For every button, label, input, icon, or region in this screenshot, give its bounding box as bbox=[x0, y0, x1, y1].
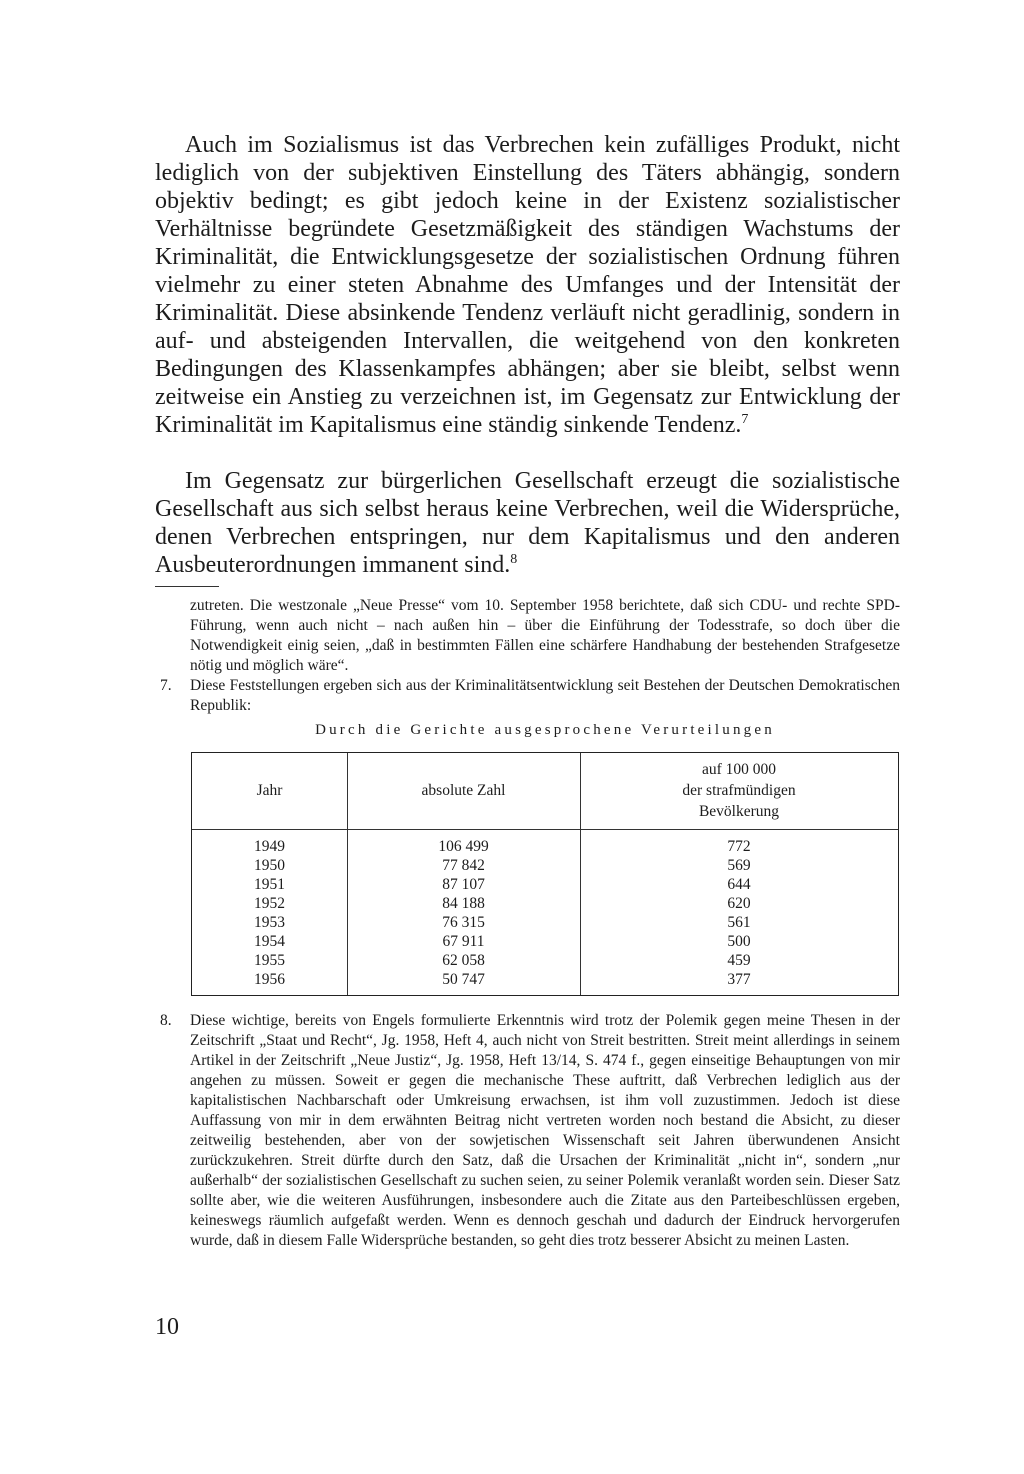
footnote-divider bbox=[155, 586, 219, 587]
table-cell-year: 1949 bbox=[254, 838, 285, 855]
table-cell-absolute: 87 107 bbox=[442, 876, 485, 893]
table-cell-year: 1952 bbox=[254, 895, 285, 912]
header-per-100000-line3: Bevölkerung bbox=[698, 803, 780, 820]
footnote-ref-8: 8 bbox=[510, 552, 518, 567]
footnote-ref-7: 7 bbox=[741, 412, 749, 427]
table-cell-per-100000: 644 bbox=[727, 876, 751, 893]
convictions-table bbox=[191, 752, 899, 996]
table-cell-year: 1954 bbox=[254, 933, 285, 950]
table-cell-per-100000: 620 bbox=[727, 895, 751, 912]
footnote-7-text: Diese Feststellungen ergeben sich aus der Kriminalitätsentwicklung seit Bestehen der Deutschen Demokratischen Republik: bbox=[190, 677, 900, 714]
header-divider bbox=[192, 829, 898, 830]
column-absolute bbox=[347, 837, 580, 989]
table-cell-per-100000: 561 bbox=[727, 914, 751, 931]
table-cell-per-100000: 500 bbox=[727, 933, 751, 950]
table-cell-per-100000: 459 bbox=[727, 952, 751, 969]
table-cell-absolute: 50 747 bbox=[442, 971, 485, 988]
header-per-100000-line2: der strafmündigen bbox=[682, 782, 796, 799]
table-cell-absolute: 67 911 bbox=[442, 933, 485, 950]
header-per-100000-line1: auf 100 000 bbox=[701, 761, 777, 778]
table-title: Durch die Gerichte ausgesprochene Verurteilungen bbox=[315, 722, 775, 738]
table-cell-per-100000: 569 bbox=[727, 857, 751, 874]
table-cell-year: 1951 bbox=[254, 876, 285, 893]
table-cell-year: 1956 bbox=[254, 971, 285, 988]
header-per-100000 bbox=[580, 759, 898, 822]
footnote-continuation: zutreten. Die westzonale „Neue Presse“ vom 10. September 1958 berichtete, daß sich CDU- und rechte SPD-Führung, wenn auch nicht – nach außen hin – über die Einführung der Todesstrafe, so doch über die Notwendigkeit einig seien, „daß in bestimmten Fällen eine schärfere Handhabung der bestehenden Strafgesetze nötig und möglich wäre“. bbox=[190, 597, 900, 674]
body-paragraph-1: Auch im Sozialismus ist das Verbrechen kein zufälliges Produkt, nicht lediglich von der subjektiven Einstellung des Täters abhängig, sondern objektiv bedingt; es gibt jedoch keine in der Existenz sozialistischer Verhältnisse begründete Gesetzmäßigkeit des ständigen Wachstums der Kriminalität, die Entwicklungsgesetze der sozialistischen Ordnung führen vielmehr zu einer steten Abnahme des Umfanges und der Intensität der Kriminalität. Diese absinkende Tendenz verläuft nicht geradlinig, sondern in auf- und absteigenden Intervallen, die weitgehend von den konkreten Bedingungen des Klassenkampfes abhängen; aber sie bleibt, selbst wenn zeitweise ein Anstieg zu verzeichnen ist, im Gegensatz zur Entwicklung der Kriminalität im Kapitalismus eine ständig sinkende Tendenz.$^7$ bbox=[155, 132, 900, 438]
header-year: Jahr bbox=[256, 782, 283, 799]
table-cell-year: 1950 bbox=[254, 857, 285, 874]
table-cell-absolute: 76 315 bbox=[442, 914, 485, 931]
table-cell-year: 1953 bbox=[254, 914, 285, 931]
column-years bbox=[192, 837, 347, 989]
table-cell-per-100000: 772 bbox=[727, 838, 751, 855]
table-cell-absolute: 62 058 bbox=[442, 952, 485, 969]
table-cell-per-100000: 377 bbox=[727, 971, 751, 988]
footnote-8-number: 8. bbox=[160, 1012, 172, 1029]
table-cell-absolute: 84 188 bbox=[442, 895, 485, 912]
body-paragraph-2: Im Gegensatz zur bürgerlichen Gesellschaft erzeugt die sozialistische Gesellschaft aus sich selbst heraus keine Verbrechen, weil die Widersprüche, denen Verbrechen entspringen, nur dem Kapitalismus und den anderen Ausbeuterordnungen immanent sind.$^8$ bbox=[155, 468, 900, 578]
table-cell-absolute: 77 842 bbox=[442, 857, 485, 874]
header-absolute: absolute Zahl bbox=[421, 782, 506, 799]
table-cell-year: 1955 bbox=[254, 952, 285, 969]
footnote-7-number: 7. bbox=[160, 677, 172, 694]
table-cell-absolute: 106 499 bbox=[438, 838, 489, 855]
footnote-8-text: Diese wichtige, bereits von Engels formulierte Erkenntnis wird trotz der Polemik gegen meine Thesen in der Zeitschrift „Staat und Recht“, Jg. 1958, Heft 4, auch nicht von Streit bestritten. Streit meint allerdings in seinem Artikel in der Zeitschrift „Neue Justiz“, Jg. 1958, Heft 13/14, S. 474 f., gegen einseitige Behauptungen von mir angehen zu müssen. Soweit er gegen die mechanische These auftritt, daß Verbrechen lediglich aus der kapitalistischen Nachbarschaft oder Umkreisung erwachsen, ist ihm voll zuzustimmen. Jedoch ist diese Auffassung von mir in dem erwähnten Beitrag nicht vertreten worden noch bestand die Absicht, zu dieser zeitweilig bestehenden, aber von der sowjetischen Wissenschaft seit Jahren überwundenen Ansicht zurückzukehren. Streit dürfte durch den Satz, daß die Ursachen der Kriminalität „nicht in“, sondern „nur außerhalb“ der sozialistischen Gesellschaft zu suchen seien, zu seiner Polemik veranlaßt worden sein. Dieser Satz sollte aber, wie die weiteren Ausführungen, insbesondere auch die Zitate aus den Parteibeschlüssen ergeben, keineswegs räumlich aufgefaßt werden. Wenn es dennoch geschah und dadurch der Eindruck hervorgerufen wurde, daß in diesem Falle Widersprüche bestanden, so geht dies trotz besserer Absicht zu meinen Lasten. bbox=[190, 1012, 900, 1249]
page-number: 10 bbox=[155, 1314, 179, 1340]
column-per-100000 bbox=[580, 837, 898, 989]
